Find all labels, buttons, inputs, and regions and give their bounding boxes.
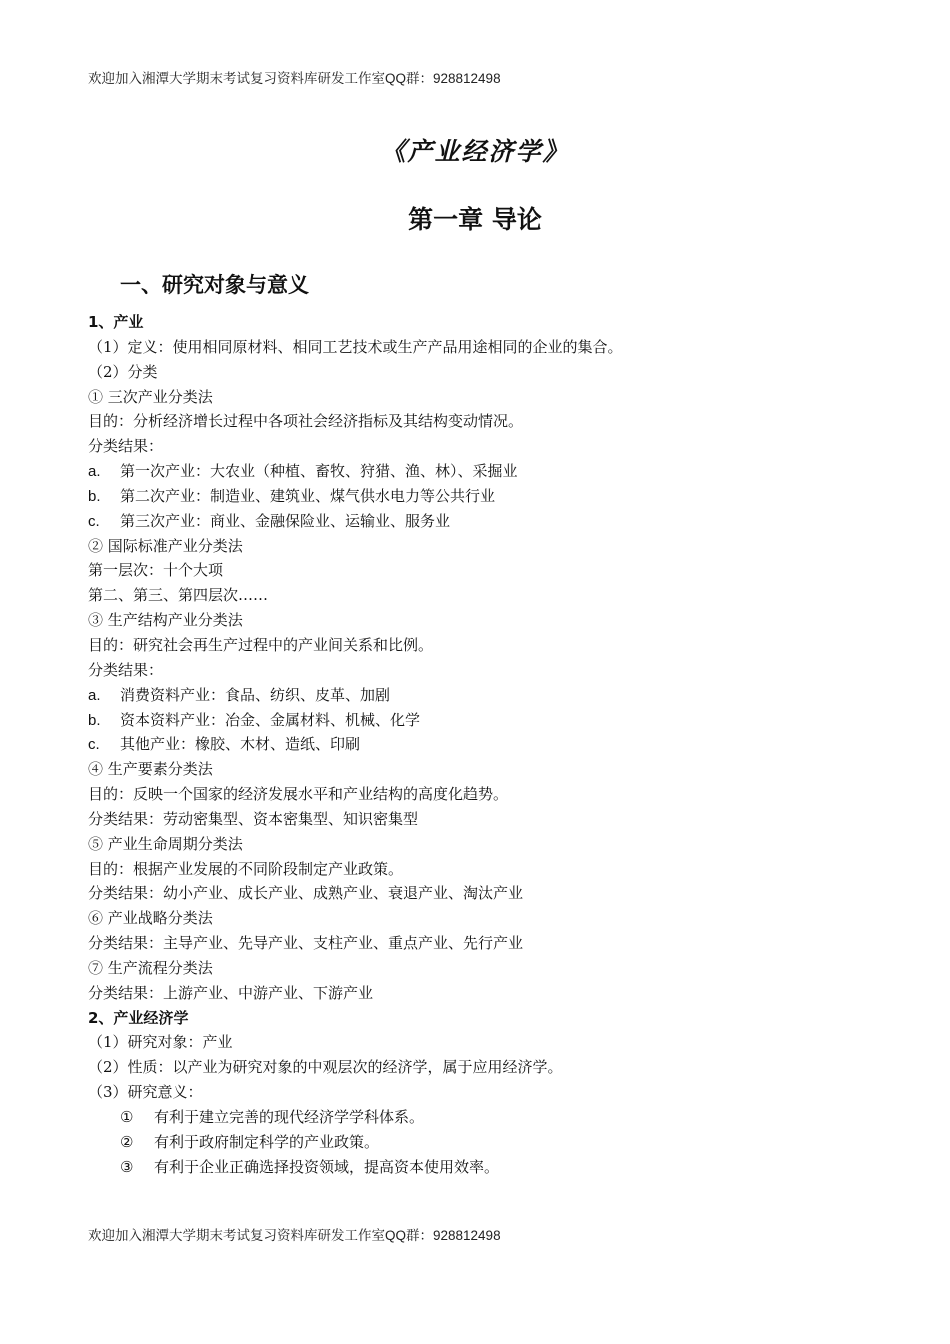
list-item: [88, 1155, 868, 1180]
list-marker: ②: [120, 1133, 134, 1151]
text-line: [88, 335, 868, 360]
list-marker: a.: [88, 463, 101, 481]
text-line: [88, 981, 868, 1006]
section-heading: 一、研究对象与意义: [120, 273, 309, 297]
text-line: [88, 1030, 868, 1055]
line-text: ② 国际标准产业分类法: [88, 536, 243, 555]
text-line: [88, 881, 868, 906]
line-text: 第一次产业：大农业（种植、畜牧、狩猎、渔、林）、采掘业: [120, 462, 518, 481]
line-text: 第一层次：十个大项: [88, 561, 224, 580]
line-text: 分类结果：幼小产业、成长产业、成熟产业、衰退产业、淘汰产业: [88, 884, 524, 903]
text-line: [88, 956, 868, 981]
line-text: 分类结果：: [88, 660, 164, 679]
line-text: ⑦ 生产流程分类法: [88, 958, 213, 977]
list-item: [88, 1105, 868, 1130]
list-item: [88, 484, 868, 509]
text-line: [88, 534, 868, 559]
text-line: [88, 385, 868, 410]
text-line: [88, 1055, 868, 1080]
line-text: 目的：根据产业发展的不同阶段制定产业政策。: [88, 859, 404, 878]
text-line: [88, 1080, 868, 1105]
list-item: [88, 1130, 868, 1155]
text-line: [88, 782, 868, 807]
text-line: [88, 807, 868, 832]
list-marker: b.: [88, 487, 101, 505]
line-text: ④ 生产要素分类法: [88, 760, 213, 779]
text-line: [88, 658, 868, 683]
list-item: [88, 683, 868, 708]
line-text: 1、产业: [88, 313, 144, 331]
line-text: 第二次产业：制造业、建筑业、煤气供水电力等公共行业: [120, 486, 496, 505]
list-marker: c.: [88, 512, 100, 530]
line-text: 有利于企业正确选择投资领域，提高资本使用效率。: [154, 1157, 500, 1176]
list-marker: ③: [120, 1158, 134, 1176]
line-text: （2）分类: [88, 362, 158, 381]
text-line: [88, 633, 868, 658]
text-line: [88, 558, 868, 583]
line-text: （2）性质：以产业为研究对象的中观层次的经济学，属于应用经济学。: [88, 1058, 563, 1077]
line-text: 消费资料产业：食品、纺织、皮革、加剧: [120, 685, 391, 704]
line-text: ⑤ 产业生命周期分类法: [88, 834, 243, 853]
list-marker: ①: [120, 1109, 134, 1126]
line-text: 其他产业：橡胶、木材、造纸、印刷: [120, 735, 361, 754]
line-text: 有利于建立完善的现代经济学学科体系。: [154, 1108, 425, 1126]
text-line: [88, 757, 868, 782]
page-header: 欢迎加入湘潭大学期末考试复习资料库研发工作室QQ群：928812498: [88, 71, 501, 86]
text-line: [88, 409, 868, 434]
line-text: ⑥ 产业战略分类法: [88, 909, 213, 928]
line-text: 2、产业经济学: [88, 1008, 189, 1027]
list-item: [88, 708, 868, 733]
line-text: 目的：分析经济增长过程中各项社会经济指标及其结构变动情况。: [88, 412, 524, 431]
list-marker: c.: [88, 736, 100, 754]
line-text: （1）研究对象：产业: [88, 1033, 233, 1052]
text-line: [88, 360, 868, 385]
text-line: [88, 931, 868, 956]
subsection-heading: [88, 310, 868, 335]
list-marker: b.: [88, 711, 101, 729]
line-text: ① 三次产业分类法: [88, 387, 213, 406]
page-footer: 欢迎加入湘潭大学期末考试复习资料库研发工作室QQ群：928812498: [88, 1228, 501, 1243]
subsection-heading: [88, 1006, 868, 1031]
chapter-title: 第一章 导论: [408, 205, 542, 234]
text-line: [88, 832, 868, 857]
line-text: 目的：研究社会再生产过程中的产业间关系和比例。: [88, 635, 434, 654]
list-marker: a.: [88, 686, 101, 704]
line-text: 分类结果：主导产业、先导产业、支柱产业、重点产业、先行产业: [88, 934, 524, 953]
line-text: 资本资料产业：冶金、金属材料、机械、化学: [120, 710, 421, 729]
line-text: ③ 生产结构产业分类法: [88, 611, 243, 630]
list-item: [88, 459, 868, 484]
list-item: [88, 509, 868, 534]
line-text: （1）定义：使用相同原材料、相同工艺技术或生产产品用途相同的企业的集合。: [88, 337, 623, 356]
text-line: [88, 583, 868, 608]
line-text: 第三次产业：商业、金融保险业、运输业、服务业: [120, 511, 451, 530]
document-body: [88, 310, 868, 1180]
line-text: 第二、第三、第四层次……: [88, 586, 269, 605]
line-text: 分类结果：上游产业、中游产业、下游产业: [88, 983, 374, 1002]
line-text: 有利于政府制定科学的产业政策。: [154, 1132, 380, 1151]
text-line: [88, 906, 868, 931]
list-item: [88, 732, 868, 757]
document-title: 《产业经济学》: [380, 137, 570, 166]
line-text: （3）研究意义：: [88, 1083, 203, 1102]
text-line: [88, 608, 868, 633]
text-line: [88, 857, 868, 882]
line-text: 目的：反映一个国家的经济发展水平和产业结构的高度化趋势。: [88, 785, 509, 804]
line-text: 分类结果：劳动密集型、资本密集型、知识密集型: [88, 809, 419, 828]
line-text: 分类结果：: [88, 437, 164, 456]
text-line: [88, 434, 868, 459]
